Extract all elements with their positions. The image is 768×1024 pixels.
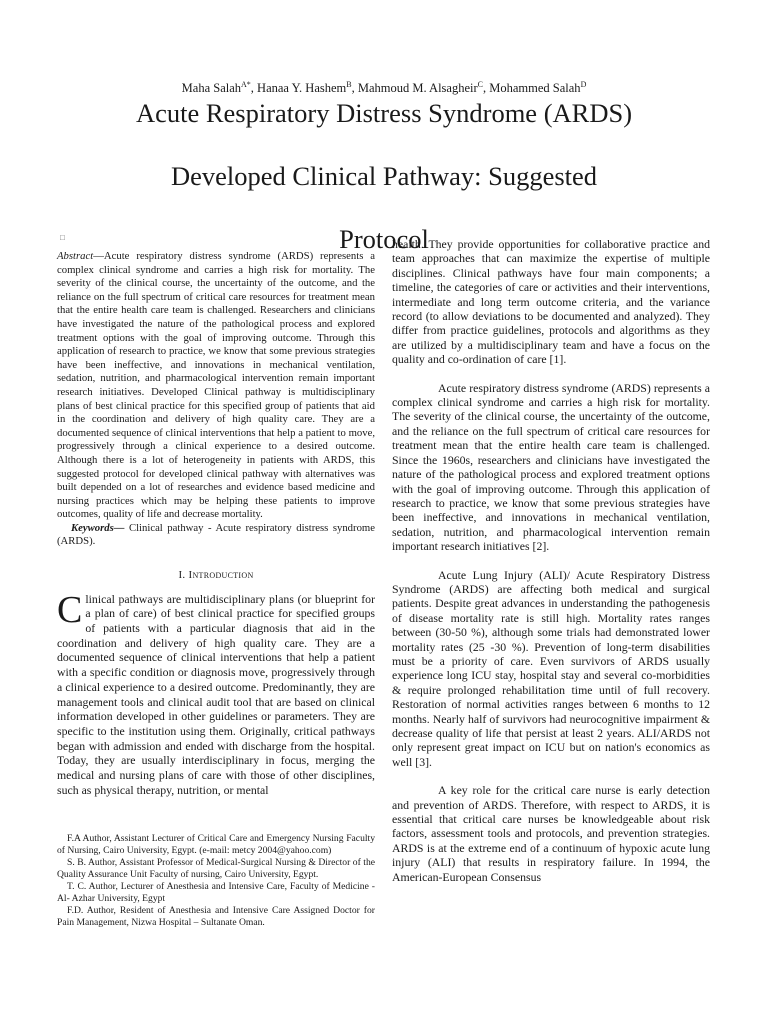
title-line: Developed Clinical Pathway: Suggested (170, 161, 598, 191)
author-affiliation: A* (241, 80, 251, 89)
title-line: Protocol (339, 224, 429, 254)
intro-text: linical pathways are multidisciplinary plans (or blueprint for a plan of care) of best clinical practice for specified groups of patients with a particular diagnosis that aid in the coordination and delivery of high quality care. They are a documented sequence of clinical interventions that help a patient with a specific condition or diagnosis move, progressively through a clinical experience to a desired outcome. Predominantly, they are management tools and clinical audit tool that are based on clinical information developed in other guidelines or parameters. They are specific to the institution using them. Originally, critical pathways began with admission and ended with discharge from the hospital. Today, they are usually interdisciplinary in focus, merging the medical and nursing plans of care with those of other disciplines, such as physical therapy, nutrition, or mental (57, 591, 375, 797)
section-title: Introduction (188, 569, 254, 582)
title-line: Acute Respiratory Distress Syndrome (ARDS) (135, 98, 633, 128)
keywords-label: Keywords (71, 521, 114, 534)
body-paragraph: health. They provide opportunities for collaborative practice and team approaches that can maximize the expertise of multiple disciplines. Clinical pathways have four main components; a timeline, the categories of care or activities and their interventions, intermediate and long term outcome criteria, and the variance record (to allow deviations to be documented and analyzed). They differ from practice guidelines, protocols and algorithms as they are utilized by a multidisciplinary team and have a focus on the quality and co-ordination of care [1]. (392, 237, 710, 367)
author-affiliation: C (477, 80, 483, 89)
drop-cap: C (57, 588, 83, 631)
body-paragraph: A key role for the critical care nurse is early detection and prevention of ARDS. Therefore, with respect to ARDS, it is essential that critical care nurses be knowledgeable about risk factors, assessment tools and protocols, and prevention strategies. ARDS is at the extreme end of a continuum of hypoxic acute lung injury (ALI) that results in respiratory failure. In 1994, the American-European Consensus (392, 783, 710, 884)
section-heading (57, 569, 375, 583)
author-separator: , (250, 81, 258, 96)
body-paragraph: Acute Lung Injury (ALI)/ Acute Respiratory Distress Syndrome (ARDS) are affecting both medical and surgical patients. Despite great advances in understanding the pathogenesis of disease mortality rate is still high. Mortality rates ranges between (30-50 %), although some trials had demonstrated lower mortality rates (25 -30 %). Prevention of long-term disabilities must be a priority of care. Even survivors of ARDS usually experience long ICU stay, hospital stay and several co-morbidities & require prolonged rehabilitation time until of full recovery. Restoration of normal activities ranges between 6 months to 12 months. Nearly half of survivors had neurocognitive impairment & decrease quality of life that persist at least 2 years. ALI/ARDS not only represent great impact on ICU but on nation's economics as well [3]. (392, 567, 710, 769)
author-name: Maha Salah (181, 81, 242, 96)
paper-title (60, 82, 708, 271)
author-name: Mahmoud M. Alsagheir (357, 81, 478, 96)
marker-icon: □ (60, 233, 65, 242)
abstract (57, 250, 375, 522)
author-separator: , (351, 81, 358, 96)
author-name: Mohammed Salah (489, 81, 581, 96)
intro-paragraph (57, 588, 375, 798)
keywords-dash: — (113, 521, 125, 534)
footnote: F.A Author, Assistant Lecturer of Critical Care and Emergency Nursing Faculty of Nursing, Cairo University, Egypt. (e-mail: metcy 2004@yahoo.com) (57, 833, 375, 856)
right-column (392, 237, 710, 884)
author-separator: , (483, 81, 490, 96)
section-number: I. (178, 569, 189, 582)
body-paragraph: Acute respiratory distress syndrome (ARDS) represents a complex clinical syndrome and carries a high risk for mortality. The severity of the clinical course, the uncertainty of the outcome, and the reliance on the full spectrum of critical care resources for treatment mean that the entire health care team is challenged. Since the 1960s, researchers and clinicians have investigated the nature of the pathological process and explored treatment options with the goal of improving outcome. Through this application of research to practice, we know that some previous strategies have been ineffective, and innovations in mechanical ventilation, sedation, nutrition, and pharmacological intervention remain important research initiatives [2]. (392, 380, 710, 554)
keywords-text: Clinical pathway - Acute respiratory distress syndrome (ARDS). (57, 521, 375, 548)
abstract-dash: — (93, 250, 104, 262)
keywords (57, 522, 375, 549)
abstract-label: Abstract (57, 250, 94, 262)
author-affiliation: D (580, 80, 587, 89)
abstract-text: Acute respiratory distress syndrome (ARDS) represents a complex clinical syndrome and carries a high risk for mortality. The severity of the clinical course, the uncertainty of the outcome, and the reliance on the full spectrum of critical care resources for treatment mean that the entire health care team is challenged. Researchers and clinicians have investigated the nature of the pathological process and explored treatment options with the goal of improving outcome. Through this application of research to practice, we know that some previous strategies have been ineffective, and innovations in mechanical ventilation, sedation, nutrition, and pharmacological intervention remain important research initiatives. Developed Clinical pathway is multidisciplinary plans of best clinical practice for this specified group of patients that aid in the coordination and delivery of high quality care. They are a documented sequence of clinical interventions that help a patient to move, progressively through a clinical experience to a desired outcome. Although there is a lot of heterogeneity in patients with ARDS, this suggested protocol for developed clinical pathway with alternatives was built depended on a lot of researches and evidence based medicine and nursing practices which may be helping these patients to improve outcomes, quality of life and decrease mortality. (57, 250, 375, 521)
left-column (57, 250, 375, 798)
footnote: S. B. Author, Assistant Professor of Medical-Surgical Nursing & Director of the Quality Assurance Unit Faculty of nursing, Cairo University, Egypt. (57, 857, 375, 880)
footnote: T. C. Author, Lecturer of Anesthesia and Intensive Care, Faculty of Medicine - Al- Azhar University, Egypt (57, 881, 375, 904)
author-name: Hanaa Y. Hashem (257, 81, 347, 96)
footnote: F.D. Author, Resident of Anesthesia and Intensive Care Assigned Doctor for Pain Management, Nizwa Hospital – Sultanate Oman. (57, 905, 375, 928)
footnotes (57, 833, 375, 929)
author-affiliation: B (346, 80, 352, 89)
